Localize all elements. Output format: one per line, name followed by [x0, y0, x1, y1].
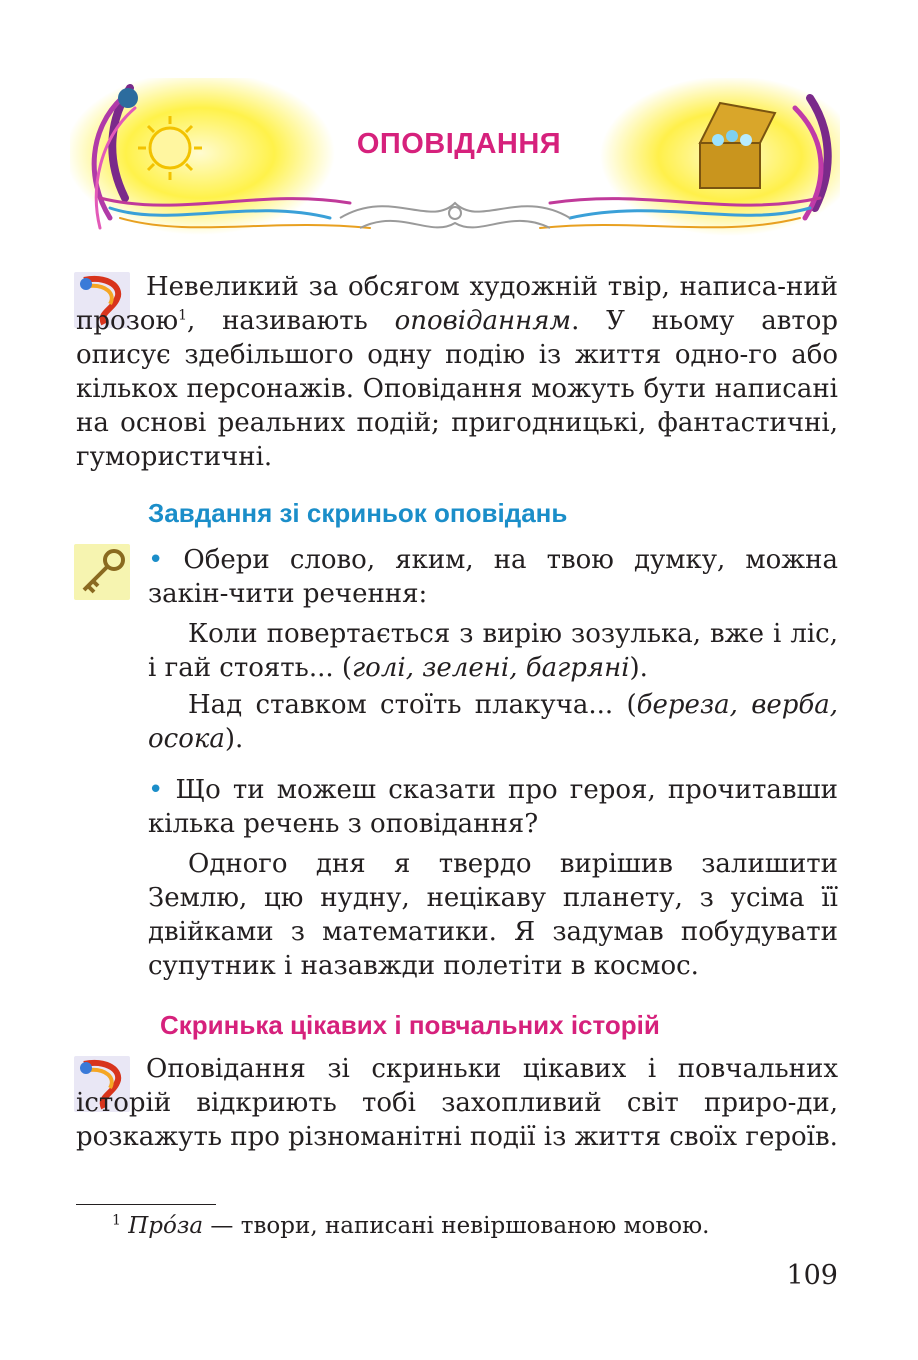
task-1: • Обери слово, яким, на твою думку, можна закін-чити речення:	[148, 545, 839, 609]
task-2: • Що ти можеш сказати про героя, прочитавши кілька речень з оповідання?	[148, 775, 839, 839]
example-1: Коли повертається з вирію зозулька, вже і ліс, і гай стоять... (голі, зелені, багряні).	[148, 619, 838, 683]
section-heading-stories: Скринька цікавих і повчальних історій	[160, 1010, 660, 1040]
intro-paragraph: Невеликий за обсягом художній твір, написа-ний прозою$^1$, називають оповіданням. У ньому автор описує здебільшого одну подію із життя одно-го або кількох персонажів. Оповідання можуть бути написані на основі реальних подій; пригодницькі, фантастичні, гумористичні.	[76, 272, 839, 472]
ornament-flourish	[340, 203, 570, 228]
key-icon	[74, 544, 130, 600]
page-number: 109	[786, 1260, 838, 1291]
bullet: •	[148, 775, 164, 805]
section-heading-tasks: Завдання зі скриньок оповідань	[148, 498, 568, 528]
chapter-title: ОПОВІДАННЯ	[356, 128, 562, 160]
bullet: •	[148, 545, 164, 575]
footnote-divider	[76, 1204, 216, 1205]
footnote: $^1$ Про́за — твори, написані невіршованою мовою.	[112, 1212, 710, 1239]
decorative-banner	[70, 78, 840, 246]
stories-paragraph: Оповідання зі скриньки цікавих і повчальних історій відкриють тобі захопливий світ приро-ди, розкажуть про різноманітні події із життя своїх героїв.	[76, 1054, 838, 1152]
example-2: Над ставком стоїть плакуча... (береза, верба, осока).	[148, 690, 839, 754]
example-3: Одного дня я твердо вирішив залишити Землю, цю нудну, нецікаву планету, з усіма її двійками з математики. Я задумав побудувати супутник і назавжди полетіти в космос.	[148, 849, 838, 981]
